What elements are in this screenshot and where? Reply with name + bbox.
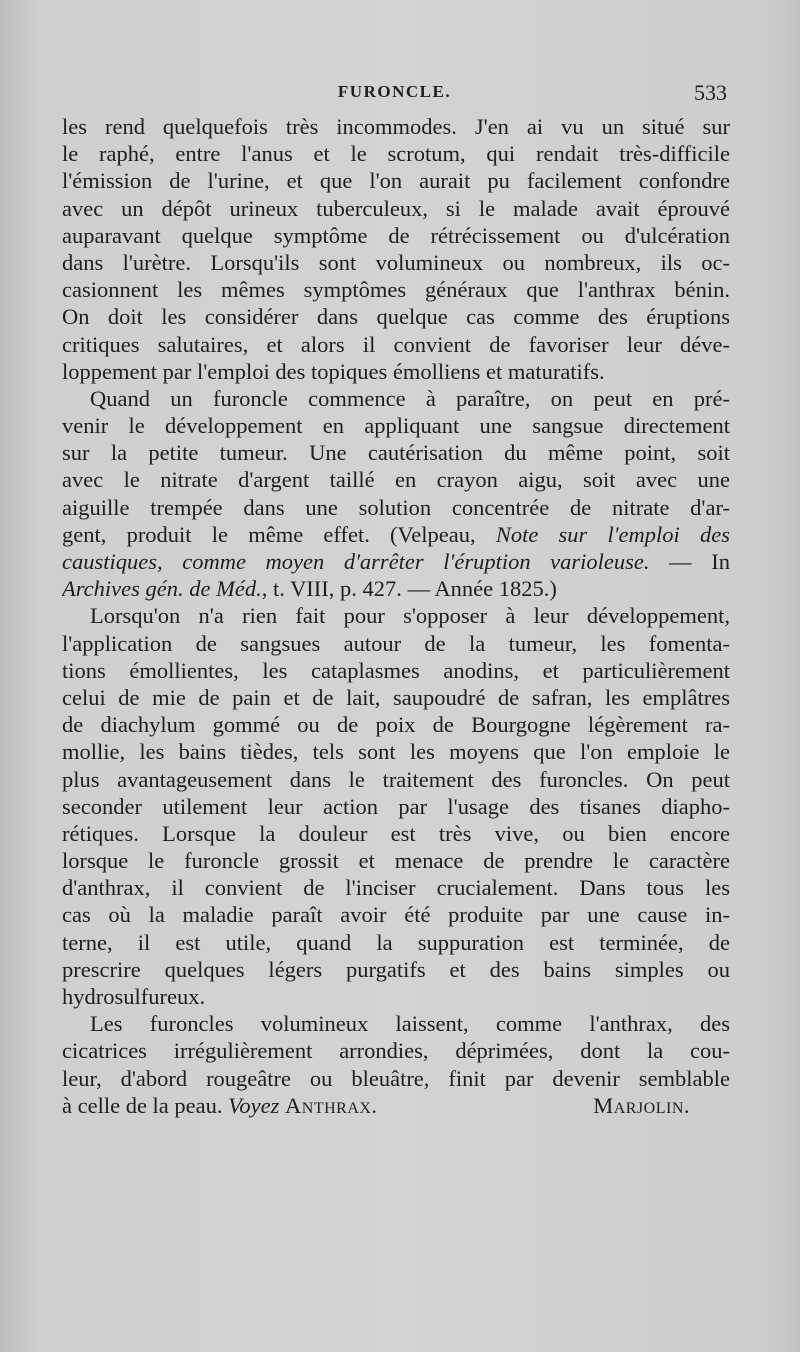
text-line: terne, il est utile, quand la suppuration est terminée, de — [62, 929, 730, 955]
text-line: les rend quelquefois très incommodes. J'en ai vu un situé sur — [62, 114, 730, 139]
text-line: leur, d'abord rougeâtre ou bleuâtre, finit par devenir semblable — [62, 1065, 730, 1091]
running-head: FURONCLE. — [337, 82, 452, 101]
text-line: seconder utilement leur action par l'usage des tisanes diapho- — [62, 793, 730, 819]
text-line: aiguille trempée dans une solution concentrée de nitrate d'ar- — [62, 494, 730, 520]
text-line: celui de mie de pain et de lait, saupoudré de safran, les emplâtres — [62, 684, 730, 710]
closing-line — [62, 1092, 730, 1119]
text-line: l'émission de l'urine, et que l'on aurait pu facilement confondre — [62, 168, 730, 194]
text-line: Les furoncles volumineux laissent, comme l'anthrax, des — [90, 1011, 730, 1037]
text-line: loppement par l'emploi des topiques émolliens et maturatifs. — [62, 358, 605, 384]
reference-line — [62, 548, 730, 575]
text-fragment: à celle de la peau. — [62, 1092, 223, 1118]
text-line: On doit les considérer dans quelque cas comme des éruptions — [62, 304, 730, 330]
text-line: sur la petite tumeur. Une cautérisation du même point, soit — [62, 440, 730, 466]
text-line: prescrire quelques légers purgatifs et des bains simples ou — [62, 956, 730, 982]
text-line: dans l'urètre. Lorsqu'ils sont volumineux ou nombreux, ils oc- — [62, 249, 730, 275]
page-number: 533 — [694, 80, 727, 105]
cross-reference: Anthrax. — [285, 1092, 378, 1118]
page-header — [62, 82, 727, 112]
text-line: Lorsqu'on n'a rien fait pour s'opposer à leur développement, — [90, 603, 730, 629]
text-fragment: — In — [669, 549, 730, 574]
closing-text — [62, 1092, 378, 1119]
see-also-italic: Voyez — [228, 1092, 280, 1118]
journal-title-italic: Archives gén. de Méd. — [62, 576, 262, 602]
text-line: de diachylum gommé ou de poix de Bourgogne légèrement ra- — [62, 712, 730, 738]
text-line: casionnent les mêmes symptômes généraux que l'anthrax bénin. — [62, 277, 730, 303]
note-title-italic: Note sur l'emploi des — [495, 521, 730, 547]
reference-line — [62, 575, 730, 602]
text-line: avec le nitrate d'argent taillé en crayon aigu, soit avec une — [62, 467, 730, 493]
text-line: cas où la maladie paraît avoir été produite par une cause in- — [62, 902, 730, 928]
text-line: l'application de sangsues autour de la tumeur, les fomenta- — [62, 630, 730, 656]
text-line: rétiques. Lorsque la douleur est très vive, ou bien encore — [62, 820, 730, 846]
body-text — [62, 113, 730, 1119]
text-line: critiques salutaires, et alors il convient de favoriser leur déve- — [62, 331, 730, 357]
text-line: auparavant quelque symptôme de rétrécissement ou d'ulcération — [62, 222, 730, 248]
reference-line — [62, 521, 730, 548]
text-fragment: , t. VIII, p. 427. — Année 1825.) — [261, 576, 557, 602]
text-line: venir le développement en appliquant une sangsue directement — [62, 413, 730, 439]
text-line: hydrosulfureux. — [62, 984, 206, 1009]
text-line: avec un dépôt urineux tuberculeux, si le malade avait éprouvé — [62, 195, 730, 221]
text-line: d'anthrax, il convient de l'inciser crucialement. Dans tous les — [62, 875, 730, 901]
text-line: mollie, les bains tièdes, tels sont les moyens que l'on emploie le — [62, 739, 730, 765]
text-line: tions émollientes, les cataplasmes anodins, et particulièrement — [62, 657, 730, 683]
text-line: Quand un furoncle commence à paraître, on peut en pré- — [90, 385, 730, 411]
text-fragment: gent, produit le même effet. (Velpeau, — [62, 521, 476, 547]
author-signature: Marjolin. — [593, 1092, 690, 1118]
text-line: cicatrices irrégulièrement arrondies, déprimées, dont la cou- — [62, 1038, 730, 1064]
note-title-italic: caustiques, comme moyen d'arrêter l'éruption varioleuse. — [62, 549, 650, 574]
text-line: plus avantageusement dans le traitement des furoncles. On peut — [62, 766, 730, 792]
text-line: lorsque le furoncle grossit et menace de prendre le caractère — [62, 848, 730, 874]
text-line: le raphé, entre l'anus et le scrotum, qui rendait très-difficile — [62, 141, 730, 167]
